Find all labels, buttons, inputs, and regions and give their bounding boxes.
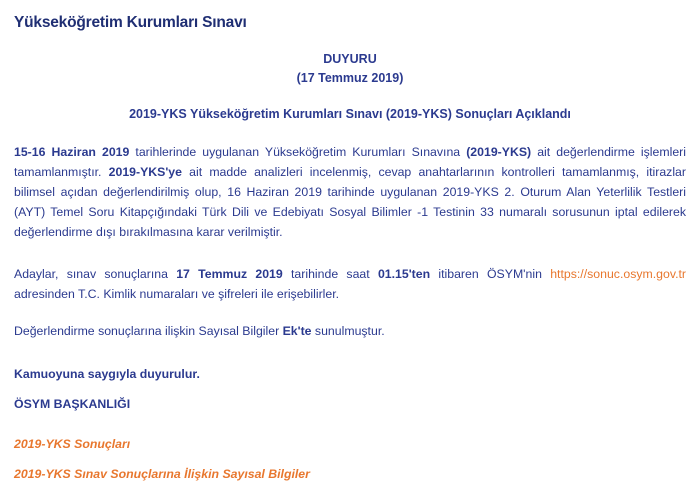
signature: ÖSYM BAŞKANLIĞI: [14, 396, 131, 411]
paragraph-access-text-2: tarihinde saat: [282, 266, 378, 281]
appendix-ref: Ek'te: [282, 323, 312, 338]
page-title: Yükseköğretim Kurumları Sınavı: [14, 14, 247, 31]
paragraph-access: [14, 265, 686, 305]
paragraph-evaluation: [14, 143, 686, 243]
exam-code-possessive: 2019-YKS'ye: [108, 165, 182, 180]
announcement-headline: 2019-YKS Yükseköğretim Kurumları Sınavı (2019-YKS) Sonuçları Açıklandı: [129, 107, 571, 122]
paragraph-access-text-4: adresinden T.C. Kimlik numaraları ve şifreleri ile erişebilirler.: [14, 286, 340, 301]
attachment-link-results[interactable]: 2019-YKS Sonuçları: [14, 436, 131, 451]
attachment-links: [14, 437, 686, 481]
announcement-heading: DUYURU: [323, 52, 377, 66]
paragraph-evaluation-text-2: ait değerlendirme işlemleri tamamlanmıştır.: [14, 145, 686, 180]
paragraph-evaluation-text-3: ait madde analizleri incelenmiş, cevap anahtarlarının kontrolleri tamamlanmış, itirazlar bilimsel açıdan değerlendirilmiş olup, 16 Haziran 2019 tarihinde uygulanan 2019-YKS 2. Oturum Alan Yeterlilik Testleri (AYT) Temel Soru Kitapçığındaki Türk Dili ve Edebiyatı Sosyal Bilimler -1 Testinin 33 numaralı sorusunun iptal edilerek değerlendirme dışı bırakılmasına karar verilmiştir.: [14, 165, 686, 239]
paragraph-access-text-3: itibaren ÖSYM'nin: [430, 266, 551, 281]
results-url-link[interactable]: https://sonuc.osym.gov.tr: [550, 266, 686, 281]
paragraph-appendix: [14, 322, 686, 342]
closing-statement: Kamuoyuna saygıyla duyurulur.: [14, 366, 200, 381]
result-date: 17 Temmuz 2019: [176, 266, 283, 281]
paragraph-evaluation-text-1: tarihlerinde uygulanan Yükseköğretim Kurumları Sınavına: [129, 145, 467, 160]
result-time: 01.15'ten: [377, 266, 431, 281]
exam-dates: 15-16 Haziran 2019: [14, 145, 130, 160]
exam-code: (2019-YKS): [466, 145, 532, 160]
announcement-body: [0, 50, 700, 481]
paragraph-appendix-text-2: sunulmuştur.: [311, 323, 385, 338]
attachment-link-statistics[interactable]: 2019-YKS Sınav Sonuçlarına İlişkin Sayısal Bilgiler: [14, 466, 310, 481]
paragraph-appendix-text-1: Değerlendirme sonuçlarına ilişkin Sayısal Bilgiler: [14, 323, 283, 338]
paragraph-access-text-1: Adaylar, sınav sonuçlarına: [14, 266, 177, 281]
announcement-date: (17 Temmuz 2019): [296, 71, 404, 86]
